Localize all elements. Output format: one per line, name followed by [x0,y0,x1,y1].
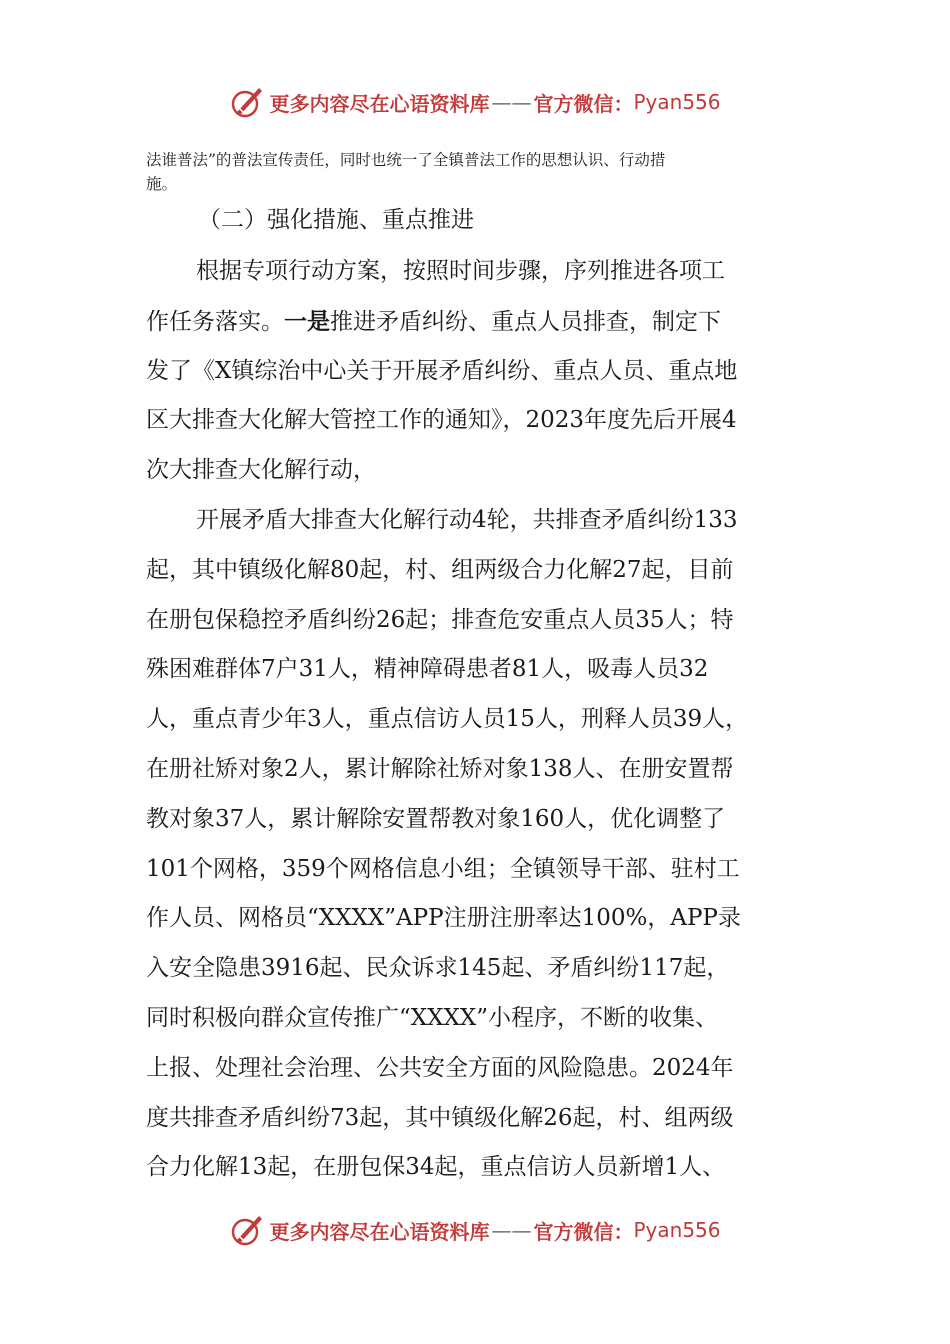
banner-wechat-label: 官方微信： [533,1219,634,1244]
intro-text [146,148,806,196]
paragraph-line: 度共排查矛盾纠纷73起，其中镇级化解26起，村、组两级 [146,1104,734,1131]
paragraph-line: 在册包保稳控矛盾纠纷26起；排查危安重点人员35人；特 [146,606,734,633]
paragraph-1 [146,247,826,496]
text-run: 推进矛盾纠纷、重点人员排查，制定下 [330,308,721,335]
paragraph-line: 发了《X镇综治中心关于开展矛盾纠纷、重点人员、重点地 [146,357,738,384]
paragraph-line: 入安全隐患3916起、民众诉求145起、矛盾纠纷117起， [146,955,730,982]
header-banner [0,82,950,122]
paragraph-line: 根据专项行动方案，按照时间步骤，序列推进各项工 [196,258,725,284]
paragraph-line: 在册社矫对象2人，累计解除社矫对象138人、在册安置帮 [146,755,734,782]
paragraph-line: 殊困难群体7户31人，精神障碍患者81人，吸毒人员32 [146,656,709,683]
intro-line: 施。 [146,175,178,193]
banner-wechat-id: Pyan556 [633,90,721,114]
paragraph-2 [146,496,826,1193]
quill-pen-logo-icon [229,84,265,120]
section-heading: （二）强化措施、重点推进 [198,207,474,233]
paragraph-line: 人，重点青少年3人，重点信访人员15人，刑释人员39人， [146,706,749,733]
banner-separator: —— [491,1218,532,1242]
paragraph-line: 合力化解13起，在册包保34起，重点信访人员新增1人、 [146,1154,726,1181]
banner-separator: —— [491,90,532,114]
text-run: 作任务落实。 [146,308,284,335]
banner-wechat-label: 官方微信： [533,91,634,116]
banner-text: 更多内容尽在心语资料库 [269,91,490,116]
paragraph-line: 101个网格，359个网格信息小组；全镇领导干部、驻村工 [146,855,740,882]
banner-wechat-id: Pyan556 [633,1218,721,1242]
footer-banner [0,1210,950,1250]
paragraph-line: 区大排查大化解大管控工作的通知》，2023年度先后开展4 [146,407,737,434]
bold-run: 一是 [284,307,330,335]
banner-text: 更多内容尽在心语资料库 [269,1219,490,1244]
paragraph-line: 同时积极向群众宣传推广“XXXX”小程序，不断的收集、 [146,1004,719,1031]
paragraph-line: 上报、处理社会治理、公共安全方面的风险隐患。2024年 [146,1054,734,1081]
paragraph-line: 次大排查大化解行动， [146,457,376,484]
paragraph-line: 起，其中镇级化解80起，村、组两级合力化解27起，目前 [146,556,734,583]
paragraph-line: 作人员、网格员“XXXX”APP注册注册率达100%，APP录 [146,905,741,932]
paragraph-line [146,297,826,347]
paragraph-line: 教对象37人，累计解除安置帮教对象160人，优化调整了 [146,805,726,832]
quill-pen-logo-icon [229,1212,265,1248]
paragraph-line: 开展矛盾大排查大化解行动4轮，共排查矛盾纠纷133 [196,507,738,533]
intro-line: 法谁普法”的普法宣传责任，同时也统一了全镇普法工作的思想认识、行动措 [146,151,666,169]
